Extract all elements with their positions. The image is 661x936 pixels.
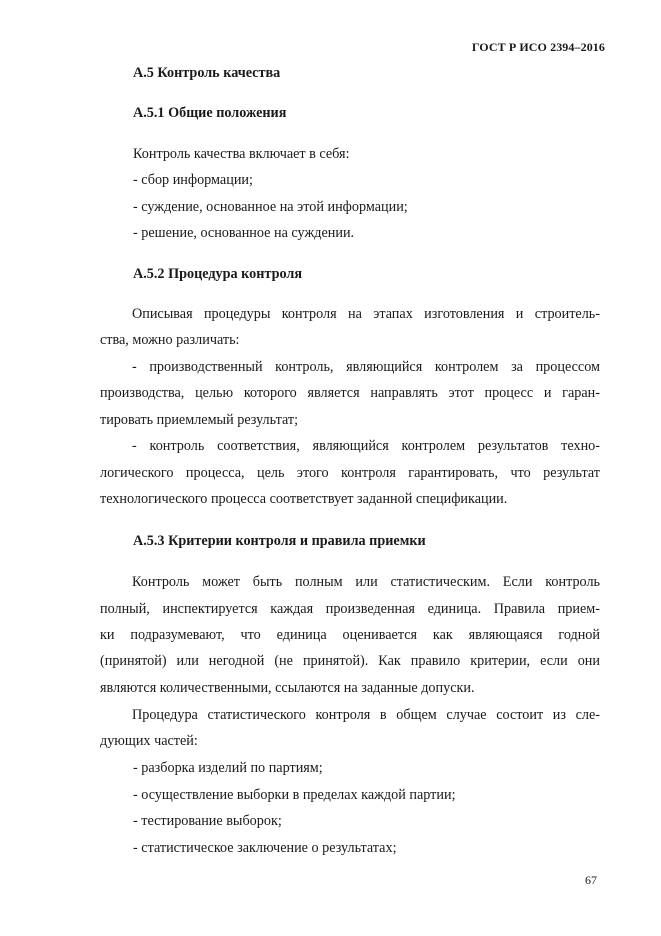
list-item: - решение, основанное на суждении. xyxy=(133,225,355,241)
paragraph-line: Контроль качества включает в себя: xyxy=(133,146,350,162)
subsection-title-a53: А.5.3 Критерии контроля и правила приемки xyxy=(133,533,426,549)
paragraph-line: технологического процесса соответствует заданной спецификации. xyxy=(100,491,508,507)
list-item: - производственный контроль, являющийся контролем за процессом xyxy=(132,359,600,375)
list-item: - разборка изделий по партиям; xyxy=(133,760,323,776)
paragraph-line: Описывая процедуры контроля на этапах изготовления и строитель- xyxy=(132,306,600,322)
paragraph-line: производства, целью которого является направлять этот процесс и гаран- xyxy=(100,385,600,401)
paragraph-line: ки подразумевают, что единица оценивается как являющаяся годной xyxy=(100,627,600,643)
paragraph-line: дующих частей: xyxy=(100,733,198,749)
paragraph-line: Процедура статистического контроля в общем случае состоит из сле- xyxy=(132,707,600,723)
list-item: - контроль соответствия, являющийся контролем результатов техно- xyxy=(132,438,600,454)
list-item: - тестирование выборок; xyxy=(133,813,282,829)
list-item: - статистическое заключение о результатах; xyxy=(133,840,397,856)
subsection-title-a52: А.5.2 Процедура контроля xyxy=(133,266,303,282)
subsection-title-a51: А.5.1 Общие положения xyxy=(133,105,287,121)
paragraph-line: логического процесса, цель этого контроля гарантировать, что результат xyxy=(100,465,600,481)
paragraph-line: ства, можно различать: xyxy=(100,332,240,348)
section-title-a5: А.5 Контроль качества xyxy=(133,65,281,81)
paragraph-line: являются количественными, ссылаются на заданные допуски. xyxy=(100,680,475,696)
list-item: - сбор информации; xyxy=(133,172,253,188)
list-item: - осуществление выборки в пределах каждой партии; xyxy=(133,787,456,803)
page-number: 67 xyxy=(585,873,597,887)
paragraph-line: (принятой) или негодной (не принятой). Как правило критерии, если они xyxy=(100,653,600,669)
list-item: - суждение, основанное на этой информации; xyxy=(133,199,408,215)
paragraph-line: Контроль может быть полным или статистическим. Если контроль xyxy=(132,574,600,590)
paragraph-line: полный, инспектируется каждая произведенная единица. Правила прием- xyxy=(100,601,600,617)
paragraph-line: тировать приемлемый результат; xyxy=(100,412,299,428)
document-code-header: ГОСТ Р ИСО 2394–2016 xyxy=(471,40,605,54)
